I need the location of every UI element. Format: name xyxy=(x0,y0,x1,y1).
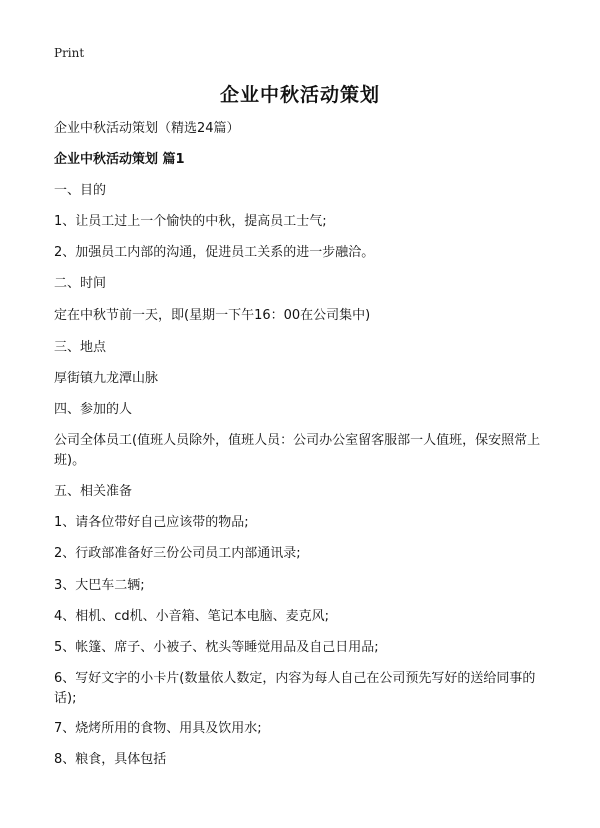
purpose-item-1: 1、让员工过上一个愉快的中秋，提高员工士气; xyxy=(54,214,327,229)
preparation-item-7: 7、烧烤所用的食物、用具及饮用水; xyxy=(54,721,262,736)
heading-preparation: 五、相关准备 xyxy=(54,484,133,499)
preparation-item-4: 4、相机、cd机、小音箱、笔记本电脑、麦克风; xyxy=(54,609,330,624)
heading-time: 二、时间 xyxy=(54,276,107,291)
preparation-item-1: 1、请各位带好自己应该带的物品; xyxy=(54,515,249,530)
time-detail: 定在中秋节前一天，即(星期一下午16：00在公司集中) xyxy=(54,308,371,323)
purpose-item-2: 2、加强员工内部的沟通，促进员工关系的进一步融洽。 xyxy=(54,245,375,260)
section-heading: 企业中秋活动策划 篇1 xyxy=(54,152,185,167)
print-label: Print xyxy=(54,46,85,60)
preparation-item-3: 3、大巴车二辆; xyxy=(54,578,145,593)
participants-detail: 公司全体员工(值班人员除外，值班人员：公司办公室留客服部一人值班，保安照常上班)。 xyxy=(54,433,541,468)
heading-location: 三、地点 xyxy=(54,340,107,355)
document-title: 企业中秋活动策划 xyxy=(219,84,380,106)
location-detail: 厚街镇九龙潭山脉 xyxy=(54,371,159,386)
heading-purpose: 一、目的 xyxy=(54,183,107,198)
preparation-item-5: 5、帐篷、席子、小被子、枕头等睡觉用品及自己日用品; xyxy=(54,640,379,655)
document-subtitle: 企业中秋活动策划（精选24篇） xyxy=(54,121,240,136)
heading-participants: 四、参加的人 xyxy=(54,402,133,417)
preparation-item-6: 6、写好文字的小卡片(数量依人数定，内容为每人自己在公司预先写好的送给同事的话); xyxy=(54,671,536,706)
preparation-item-8: 8、粮食，具体包括 xyxy=(54,752,167,767)
preparation-item-2: 2、行政部准备好三份公司员工内部通讯录; xyxy=(54,546,301,561)
